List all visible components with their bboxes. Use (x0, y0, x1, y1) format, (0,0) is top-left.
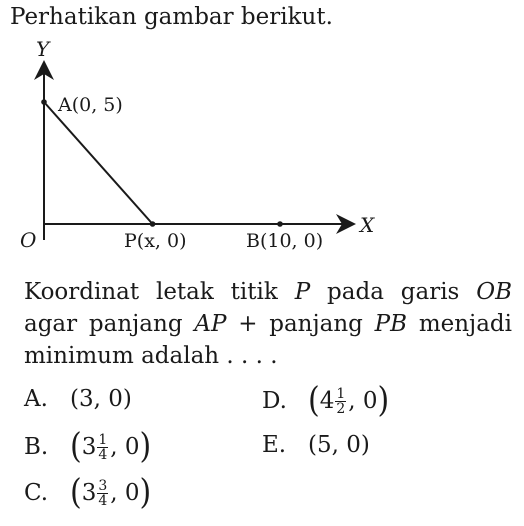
mixed-whole: 4 (319, 388, 335, 414)
mixed-whole: 3 (81, 480, 97, 506)
fraction-numerator: 1 (336, 385, 346, 402)
question-part: Koordinat letak titik (24, 279, 295, 305)
option-letter: D. (262, 388, 287, 414)
option-letter: C. (24, 480, 49, 506)
fraction (335, 387, 346, 416)
option-rest: , 0 (110, 480, 140, 506)
option-letter: E. (262, 432, 287, 458)
question-part: + panjang (226, 311, 375, 337)
option-rest: , 0 (348, 388, 378, 414)
option-letter: A. (24, 386, 48, 412)
close-paren: ) (139, 426, 152, 467)
var-p: P (294, 279, 311, 305)
question-text (24, 276, 512, 372)
point-p-label: P(x, 0) (124, 230, 187, 252)
option-b[interactable] (24, 426, 152, 467)
option-d[interactable] (262, 380, 390, 421)
fraction-denominator: 2 (336, 400, 346, 417)
mixed-whole: 3 (81, 434, 97, 460)
open-paren: ( (70, 426, 82, 467)
option-letter: B. (24, 434, 49, 460)
fraction-numerator: 1 (98, 431, 108, 448)
option-value (308, 380, 390, 421)
fraction (97, 479, 108, 508)
question-part: agar panjang (24, 311, 195, 337)
question-part: menjadi minimum adalah . . . . (24, 311, 512, 369)
option-rest: , 0 (110, 434, 140, 460)
var-ap: AP (194, 311, 227, 337)
x-axis-label: X (360, 213, 375, 237)
segment-ap (44, 102, 153, 224)
fraction-denominator: 4 (98, 492, 108, 509)
fraction (97, 433, 108, 462)
close-paren: ) (139, 472, 152, 513)
question-part: pada garis (310, 279, 477, 305)
fraction-numerator: 3 (98, 477, 108, 494)
y-axis-label: Y (36, 37, 50, 61)
option-e[interactable] (262, 432, 370, 458)
point-b-label: B(10, 0) (246, 230, 324, 252)
option-value (70, 472, 152, 513)
var-ob: OB (476, 279, 512, 305)
open-paren: ( (308, 380, 320, 421)
option-value: (3, 0) (70, 386, 132, 412)
open-paren: ( (70, 472, 82, 513)
point-a-dot (41, 99, 47, 105)
point-b-dot (277, 221, 283, 227)
close-paren: ) (377, 380, 390, 421)
option-c[interactable] (24, 472, 152, 513)
option-value: (5, 0) (308, 432, 370, 458)
var-pb: PB (374, 311, 408, 337)
fraction-denominator: 4 (98, 446, 108, 463)
point-p-dot (150, 221, 156, 227)
option-a[interactable] (24, 386, 132, 412)
intro-text: Perhatikan gambar berikut. (10, 4, 333, 30)
option-value (70, 426, 152, 467)
origin-label: O (20, 228, 37, 252)
point-a-label: A(0, 5) (58, 94, 123, 116)
